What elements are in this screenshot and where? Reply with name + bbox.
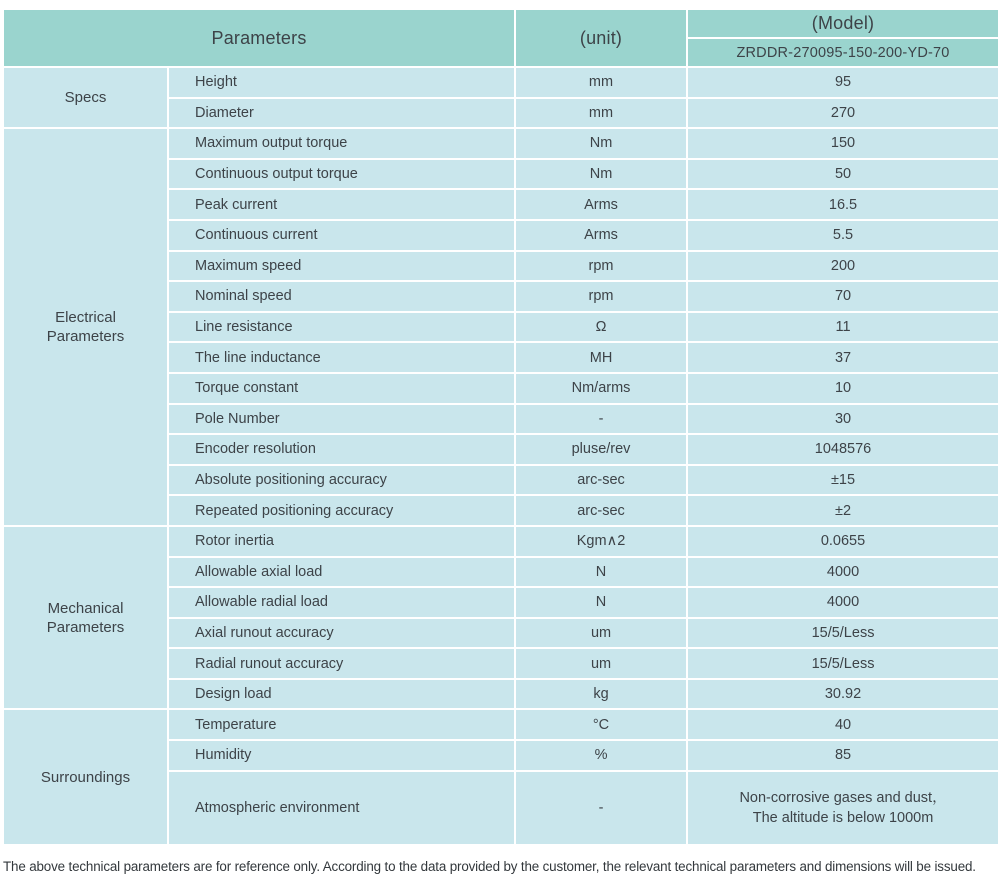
parameter-name-cell: Atmospheric environment — [168, 771, 515, 845]
parameter-name-cell: Maximum speed — [168, 251, 515, 282]
unit-cell: rpm — [515, 251, 687, 282]
unit-cell: °C — [515, 709, 687, 740]
parameter-name-cell: Rotor inertia — [168, 526, 515, 557]
group-label: Mechanical Parameters — [3, 526, 168, 710]
value-cell: 50 — [687, 159, 999, 190]
footer-note: The above technical parameters are for reference only. According to the data provided by the customer, the relevant technical parameters and dimensions will be issued. — [3, 858, 976, 874]
value-cell: 150 — [687, 128, 999, 159]
unit-cell: - — [515, 404, 687, 435]
parameter-name-cell: Repeated positioning accuracy — [168, 495, 515, 526]
unit-cell: Arms — [515, 189, 687, 220]
parameter-name-cell: Design load — [168, 679, 515, 710]
model-number: ZRDDR-270095-150-200-YD-70 — [687, 38, 999, 67]
value-cell: 30 — [687, 404, 999, 435]
value-cell: 37 — [687, 342, 999, 373]
parameter-name-cell: Diameter — [168, 98, 515, 129]
parameter-name-cell: Torque constant — [168, 373, 515, 404]
table-row — [3, 67, 999, 98]
unit-cell: MH — [515, 342, 687, 373]
unit-cell: Arms — [515, 220, 687, 251]
unit-cell: Nm — [515, 159, 687, 190]
parameter-name-cell: Allowable axial load — [168, 557, 515, 588]
unit-cell: Nm/arms — [515, 373, 687, 404]
table-row — [3, 709, 999, 740]
unit-cell: kg — [515, 679, 687, 710]
parameter-name-cell: Height — [168, 67, 515, 98]
value-cell: 4000 — [687, 587, 999, 618]
value-cell: ±2 — [687, 495, 999, 526]
parameters-column-header: Parameters — [3, 9, 515, 67]
value-cell: ±15 — [687, 465, 999, 496]
parameter-name-cell: Radial runout accuracy — [168, 648, 515, 679]
group-label: Surroundings — [3, 709, 168, 844]
unit-cell: N — [515, 587, 687, 618]
value-cell: 11 — [687, 312, 999, 343]
table-header — [3, 9, 999, 67]
unit-cell: % — [515, 740, 687, 771]
unit-column-header: (unit) — [515, 9, 687, 67]
parameter-name-cell: The line inductance — [168, 342, 515, 373]
value-cell: 4000 — [687, 557, 999, 588]
unit-cell: N — [515, 557, 687, 588]
unit-cell: Ω — [515, 312, 687, 343]
parameter-name-cell: Maximum output torque — [168, 128, 515, 159]
value-cell: 200 — [687, 251, 999, 282]
value-cell: 10 — [687, 373, 999, 404]
spec-table — [2, 8, 1000, 846]
unit-cell: rpm — [515, 281, 687, 312]
model-column-header: (Model) — [687, 9, 999, 38]
value-cell: 30.92 — [687, 679, 999, 710]
value-cell: 270 — [687, 98, 999, 129]
unit-cell: mm — [515, 67, 687, 98]
value-cell: 40 — [687, 709, 999, 740]
parameter-name-cell: Line resistance — [168, 312, 515, 343]
group-label: Specs — [3, 67, 168, 128]
unit-cell: mm — [515, 98, 687, 129]
unit-cell: um — [515, 648, 687, 679]
parameter-name-cell: Temperature — [168, 709, 515, 740]
unit-cell: Nm — [515, 128, 687, 159]
value-cell: 15/5/Less — [687, 618, 999, 649]
parameter-name-cell: Encoder resolution — [168, 434, 515, 465]
parameter-name-cell: Axial runout accuracy — [168, 618, 515, 649]
unit-cell: - — [515, 771, 687, 845]
table-body — [3, 67, 999, 845]
unit-cell: um — [515, 618, 687, 649]
value-cell: 85 — [687, 740, 999, 771]
group-label: Electrical Parameters — [3, 128, 168, 526]
value-cell: 1048576 — [687, 434, 999, 465]
parameter-name-cell: Nominal speed — [168, 281, 515, 312]
table-row — [3, 128, 999, 159]
value-cell: 0.0655 — [687, 526, 999, 557]
parameter-name-cell: Peak current — [168, 189, 515, 220]
value-cell: 15/5/Less — [687, 648, 999, 679]
unit-cell: arc-sec — [515, 465, 687, 496]
parameter-name-cell: Absolute positioning accuracy — [168, 465, 515, 496]
value-cell: 70 — [687, 281, 999, 312]
value-cell: 5.5 — [687, 220, 999, 251]
value-cell: Non-corrosive gases and dust， The altitude is below 1000m — [687, 771, 999, 845]
unit-cell: pluse/rev — [515, 434, 687, 465]
unit-cell: Kgm∧2 — [515, 526, 687, 557]
table-row — [3, 526, 999, 557]
unit-cell: arc-sec — [515, 495, 687, 526]
parameter-name-cell: Allowable radial load — [168, 587, 515, 618]
parameter-name-cell: Continuous output torque — [168, 159, 515, 190]
value-cell: 16.5 — [687, 189, 999, 220]
parameter-name-cell: Continuous current — [168, 220, 515, 251]
parameter-name-cell: Humidity — [168, 740, 515, 771]
value-cell: 95 — [687, 67, 999, 98]
parameter-name-cell: Pole Number — [168, 404, 515, 435]
